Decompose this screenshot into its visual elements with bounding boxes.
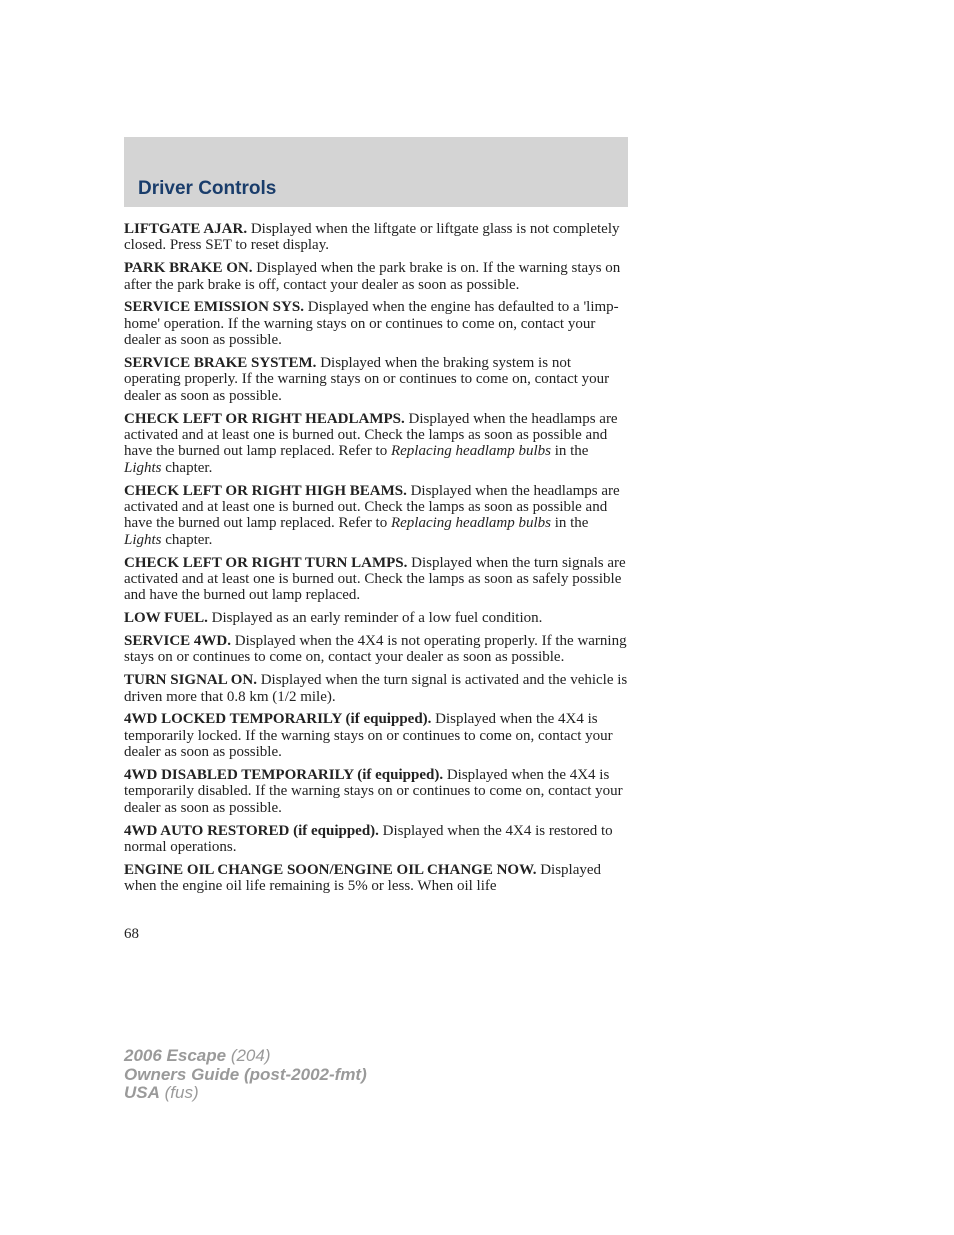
warning-term: SERVICE 4WD. <box>124 633 231 650</box>
warning-paragraph <box>124 355 628 404</box>
warning-term: SERVICE EMISSION SYS. <box>124 299 304 316</box>
cross-reference: Lights <box>124 459 162 476</box>
description-text: Displayed when the headlamps are activated and at least one is burned out. Check the lamps as soon as possible and have the burned out lamp replaced. Refer to <box>124 482 620 532</box>
body-text <box>124 221 628 901</box>
cross-reference: Replacing headlamp bulbs <box>390 443 551 460</box>
description-text: Displayed when the braking system is not operating properly. If the warning stays on or continues to come on, contact your dealer as soon as possible. <box>124 355 610 404</box>
description-text: chapter. <box>161 459 213 476</box>
warning-term: 4WD DISABLED TEMPORARILY (if equipped). <box>124 767 444 784</box>
description-text: Displayed when the engine oil life remaining is 5% or less. When oil life <box>124 861 602 895</box>
warning-paragraph <box>124 711 628 760</box>
description-text: Displayed when the 4X4 is temporarily disabled. If the warning stays on or continues to come on, contact your dealer as soon as possible. <box>124 767 623 816</box>
section-header-band <box>124 137 628 207</box>
warning-term: 4WD LOCKED TEMPORARILY (if equipped). <box>124 711 432 728</box>
warning-term: 4WD AUTO RESTORED (if equipped). <box>124 822 379 839</box>
description-text: Displayed when the turn signal is activated and the vehicle is driven more that 0.8 km (1/2 mile). <box>124 672 628 705</box>
description-text: Displayed when the turn signals are activated and at least one is burned out. Check the lamps as soon as safely possible and have the burned out lamp replaced. <box>124 554 626 604</box>
page-number: 68 <box>124 926 139 942</box>
warning-paragraph <box>124 862 628 895</box>
warning-paragraph <box>124 767 628 816</box>
description-text: Displayed when the 4X4 is restored to normal operations. <box>124 822 613 856</box>
description-text: Displayed when the liftgate or liftgate glass is not completely closed. Press SET to reset display. <box>124 221 620 254</box>
footer-line-guide <box>124 1066 367 1085</box>
footer-model-code: (204) <box>226 1046 271 1065</box>
warning-term: SERVICE BRAKE SYSTEM. <box>124 355 317 372</box>
section-title: Driver Controls <box>138 178 277 199</box>
warning-term: LIFTGATE AJAR. <box>124 221 248 237</box>
warning-term: CHECK LEFT OR RIGHT HEADLAMPS. <box>124 410 405 427</box>
warning-term: ENGINE OIL CHANGE SOON/ENGINE OIL CHANGE NOW. <box>124 861 537 878</box>
footer-line-market <box>124 1084 367 1103</box>
footer-model: 2006 Escape <box>124 1046 227 1065</box>
warning-paragraph <box>124 260 628 293</box>
description-text: Displayed when the 4X4 is temporarily locked. If the warning stays on or continues to come on, contact your dealer as soon as possible. <box>124 711 613 761</box>
description-text: Displayed when the engine has defaulted to a 'limp-home' operation. If the warning stays on or continues to come on, contact your dealer as soon as possible. <box>124 299 619 349</box>
description-text: Displayed when the park brake is on. If the warning stays on after the park brake is off, contact your dealer as soon as possible. <box>124 260 621 293</box>
warning-paragraph <box>124 411 628 477</box>
cross-reference: Lights <box>124 531 162 548</box>
warning-paragraph <box>124 299 628 348</box>
warning-term: PARK BRAKE ON. <box>124 260 253 277</box>
description-text: Displayed as an early reminder of a low fuel condition. <box>207 610 543 627</box>
warning-term: LOW FUEL. <box>124 610 208 627</box>
warning-term: CHECK LEFT OR RIGHT HIGH BEAMS. <box>124 482 407 499</box>
document-footer <box>124 1047 367 1103</box>
warning-paragraph <box>124 633 628 666</box>
footer-market-code: (fus) <box>159 1083 199 1102</box>
description-text: in the <box>550 443 589 460</box>
description-text: chapter. <box>161 531 213 548</box>
warning-term: TURN SIGNAL ON. <box>124 672 257 689</box>
warning-paragraph <box>124 610 628 626</box>
warning-paragraph <box>124 823 628 856</box>
warning-paragraph <box>124 672 628 705</box>
footer-line-model <box>124 1047 367 1066</box>
footer-guide: Owners Guide (post-2002-fmt) <box>124 1064 367 1084</box>
warning-paragraph <box>124 483 628 549</box>
warning-paragraph <box>124 555 628 604</box>
cross-reference: Replacing headlamp bulbs <box>390 515 551 532</box>
warning-paragraph <box>124 221 628 254</box>
warning-term: CHECK LEFT OR RIGHT TURN LAMPS. <box>124 554 408 571</box>
description-text: in the <box>550 515 589 532</box>
description-text: Displayed when the 4X4 is not operating properly. If the warning stays on or continues to come on, contact your dealer as soon as possible. <box>124 633 627 666</box>
footer-market: USA <box>124 1083 160 1102</box>
description-text: Displayed when the headlamps are activated and at least one is burned out. Check the lamps as soon as possible and have the burned out lamp replaced. Refer to <box>124 410 618 460</box>
